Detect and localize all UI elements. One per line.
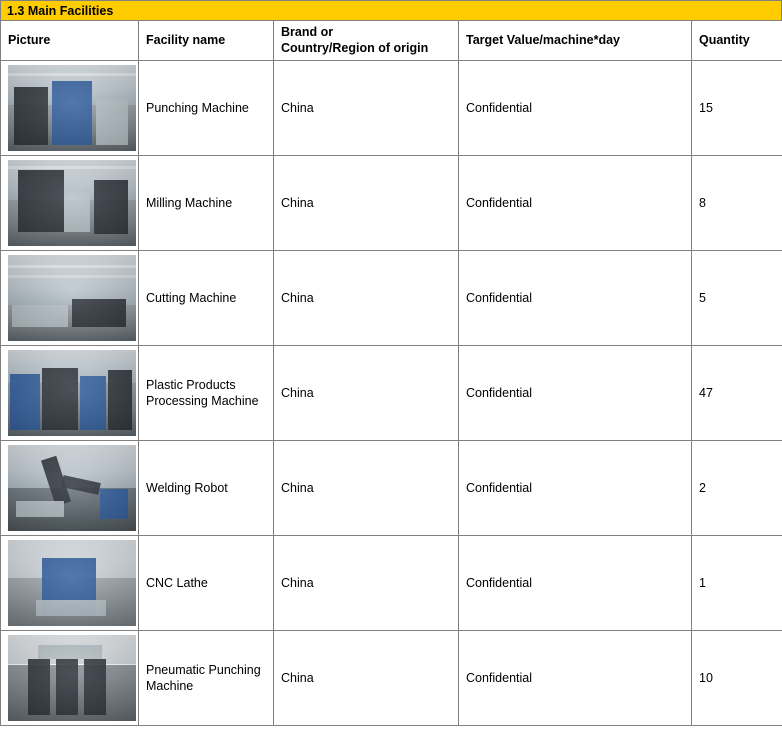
facility-picture-cell	[1, 441, 139, 536]
facility-quantity-cell: 10	[692, 631, 782, 726]
facility-picture-cell	[1, 346, 139, 441]
facility-picture-cell	[1, 61, 139, 156]
table-header-row	[1, 21, 782, 61]
facility-origin-cell: China	[274, 536, 459, 631]
facility-origin-cell: China	[274, 61, 459, 156]
table-row	[1, 441, 782, 536]
facility-target-value-cell: Confidential	[459, 536, 692, 631]
facility-name-cell: Plastic Products Processing Machine	[139, 346, 274, 441]
facility-target-value-cell: Confidential	[459, 441, 692, 536]
facility-target-value-cell: Confidential	[459, 156, 692, 251]
facility-target-value-cell: Confidential	[459, 631, 692, 726]
milling-machine-photo	[8, 160, 136, 246]
column-header-picture: Picture	[1, 21, 139, 61]
facility-origin-cell: China	[274, 346, 459, 441]
facility-target-value-cell: Confidential	[459, 61, 692, 156]
facility-quantity-cell: 2	[692, 441, 782, 536]
facility-quantity-cell: 8	[692, 156, 782, 251]
cnc-lathe-photo	[8, 540, 136, 626]
facility-origin-cell: China	[274, 631, 459, 726]
table-row	[1, 251, 782, 346]
facility-origin-cell: China	[274, 251, 459, 346]
facility-name-cell: Cutting Machine	[139, 251, 274, 346]
table-row	[1, 346, 782, 441]
column-header-target-value: Target Value/machine*day	[459, 21, 692, 61]
facility-name-cell: Milling Machine	[139, 156, 274, 251]
plastic-products-processing-machine-photo	[8, 350, 136, 436]
table-row	[1, 536, 782, 631]
facility-quantity-cell: 47	[692, 346, 782, 441]
facility-picture-cell	[1, 156, 139, 251]
section-title: 1.3 Main Facilities	[0, 0, 782, 20]
facility-name-cell: Welding Robot	[139, 441, 274, 536]
main-facilities-table	[0, 20, 782, 726]
column-header-brand-line2: Country/Region of origin	[281, 40, 429, 55]
facility-name-cell: CNC Lathe	[139, 536, 274, 631]
column-header-facility-name: Facility name	[139, 21, 274, 61]
column-header-brand-line1: Brand or	[281, 25, 334, 39]
facility-name-cell: Pneumatic Punching Machine	[139, 631, 274, 726]
column-header-quantity: Quantity	[692, 21, 782, 61]
facility-quantity-cell: 15	[692, 61, 782, 156]
facility-picture-cell	[1, 631, 139, 726]
facility-name-cell: Punching Machine	[139, 61, 274, 156]
facility-origin-cell: China	[274, 441, 459, 536]
facility-quantity-cell: 5	[692, 251, 782, 346]
table-row	[1, 61, 782, 156]
punching-machine-photo	[8, 65, 136, 151]
pneumatic-punching-machine-photo	[8, 635, 136, 721]
column-header-brand-origin	[274, 21, 459, 61]
facility-target-value-cell: Confidential	[459, 346, 692, 441]
cutting-machine-photo	[8, 255, 136, 341]
facility-origin-cell: China	[274, 156, 459, 251]
facility-picture-cell	[1, 251, 139, 346]
facility-picture-cell	[1, 536, 139, 631]
facility-quantity-cell: 1	[692, 536, 782, 631]
facility-target-value-cell: Confidential	[459, 251, 692, 346]
table-row	[1, 156, 782, 251]
table-row	[1, 631, 782, 726]
welding-robot-photo	[8, 445, 136, 531]
